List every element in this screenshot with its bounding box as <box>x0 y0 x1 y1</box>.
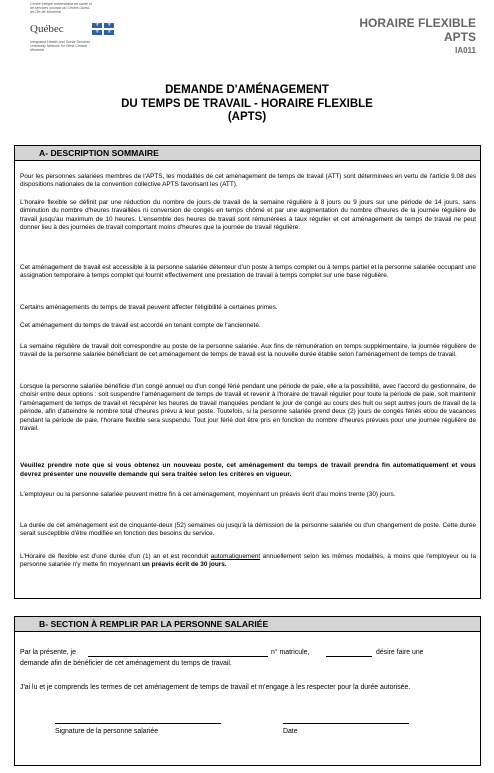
renewal-paragraph <box>20 553 476 570</box>
form-header <box>359 16 476 56</box>
logo-wordmark: Québec <box>30 23 64 35</box>
page-title-line3: (APTS) <box>227 111 267 123</box>
employee-name-field[interactable] <box>88 656 268 657</box>
header-title-line2: APTS <box>443 30 476 44</box>
page-title-line2: DU TEMPS DE TRAVAIL - HORAIRE FLEXIBLE <box>121 97 373 110</box>
renewal-underlined: automatiquement <box>210 553 261 560</box>
declaration-text-line2: demande afin de bénéficier de cet aménagement du temps de travail. <box>20 660 232 667</box>
declaration-text-c: désire faire une <box>376 649 424 656</box>
section-a-paragraph: L'employeur ou la personne salariée peuvent mettre fin à cet aménagement, moyennant un préavis écrit d'au moins trente (30) jours. <box>20 491 396 498</box>
section-b-heading: B- SECTION À REMPLIR PAR LA PERSONNE SALARIÉE <box>15 617 480 632</box>
page-title <box>0 84 494 125</box>
date-label: Date <box>283 728 298 735</box>
matricule-field[interactable] <box>326 656 372 657</box>
organization-logo <box>30 2 128 60</box>
section-a-paragraph: Pour les personnes salariées membres de l'APTS, les modalités de cet aménagement de temps de travail (ATT) sont déterminées en vertu de l'article 9.08 des dispositions nationales de la convention collective APTS favorisant les (ATT). <box>20 173 476 189</box>
page-title-line1: DEMANDE D'AMÉNAGEMENT <box>165 84 329 96</box>
section-a-paragraph: Cet aménagement de travail est accessible à la personne salariée détenteur d'un poste à temps complet ou à temps partiel et la personne salariée occupant une assignation temporaire à temps complet qui fournit effectivement une prestation de travail à temps complet sur une base régulière. <box>20 264 476 280</box>
matricule-label: n° matricule, <box>271 649 310 656</box>
acknowledgement-text: J'ai lu et je comprends les termes de cet aménagement de temps de travail et m'engage à les respecter pour la durée autorisée. <box>20 684 411 691</box>
section-a-paragraph: La semaine régulière de travail doit correspondre au poste de la personne salariée. Aux fins de rémunération en temps supplémentaire, la journée régulière de travail de la personne salariée bénéficiant de cet aménagement de temps de travail est la nouvelle durée établie selon l'aménagement de temps de travail. <box>20 343 476 359</box>
renewal-text-a: L'Horaire de flexible est d'une durée d'un (1) an et est reconduit <box>20 553 211 560</box>
renewal-notice-bold: un préavis écrit de 30 jours. <box>142 561 227 569</box>
date-field[interactable] <box>283 723 409 724</box>
section-a-heading: A- DESCRIPTION SOMMAIRE <box>15 146 480 161</box>
section-a-paragraph: L'horaire flexible se définit par une réduction du nombre de jours de travail de la semaine régulière à 8 jours ou 9 jours sur une période de 14 jours, sans diminution du nombre d'heures travaillées ni conversion de congés en temps chômé et par une augmentation du nombre d'heures de la journée régulière de travail jusqu'au maximum de 10 heures. L'ensemble des heures de travail sont rémunérées à taux régulier et cet aménagement de temps de travail ne peut donner lieu à des journées de travail comportant moins d'heures que la journée de travail régulière. <box>20 199 476 232</box>
logo-bottom-text: Integrated Health and Social Services University Network for West-Central Montreal <box>30 40 91 52</box>
section-a-paragraph: La durée de cet aménagement est de cinquante-deux (52) semaines ou jusqu'à la démission de la personne salariée ou d'un changement de poste. Cette durée serait susceptible d'être modifiée en fonction des besoins du service. <box>20 522 476 538</box>
signature-field[interactable] <box>55 723 221 724</box>
declaration-text-a: Par la présente, je <box>20 649 76 656</box>
form-code: IA011 <box>455 46 476 55</box>
signature-label: Signature de la personne salariée <box>55 728 159 735</box>
section-a-paragraph: Cet aménagement du temps de travail est accordé en tenant compte de l'ancienneté. <box>20 322 261 329</box>
fleur-de-lis-flag-icon: ⚜ ⚜ ⚜ ⚜ <box>92 23 114 35</box>
header-title-line1: HORAIRE FLEXIBLE <box>359 16 476 30</box>
renewal-text-b: annuellement selon les mêmes modalités, à moins que l'employeur ou la personne salariée n'y mette fin moyennant <box>20 553 476 569</box>
logo-top-text: Centre intégré universitaire de santé et de services sociaux du Centre-Ouest-de-l'Île-de-Montréal <box>30 2 92 14</box>
section-a-paragraph: Certains aménagements du temps de travail peuvent affecter l'éligibilité à certaines primes. <box>20 304 278 311</box>
important-notice: Veuillez prendre note que si vous obtenez un nouveau poste, cet aménagement du temps de travail prendra fin automatiquement et vous devrez présenter une nouvelle demande qui sera traitée selon les critères en vigueur. <box>20 462 476 478</box>
section-a-paragraph: Lorsque la personne salariée bénéficie d'un congé annuel ou d'un congé férié pendant une période de paie, elle a la possibilité, avec l'accord du gestionnaire, de choisir entre deux options : soit suspendre l'aménagement de temps de travail et revenir à l'horaire de travail régulier pour toute la période de paie, soit maintenir l'aménagement de temps de travail et récupérer les heures de travail manquées pendant le jour de congé au cours des huit ou sept autres jours de travail de la période, afin d'atteindre le nombre total d'heures prévu à leur poste. Toutefois, si la personne salariée prend deux (2) jours de congés fériés et/ou de vacances pendant la période de paie, l'horaire flexible sera suspendu. Tout jour férié doit être pris en fonction du nombre d'heures prévues pour une journée régulière de travail. <box>20 383 476 433</box>
